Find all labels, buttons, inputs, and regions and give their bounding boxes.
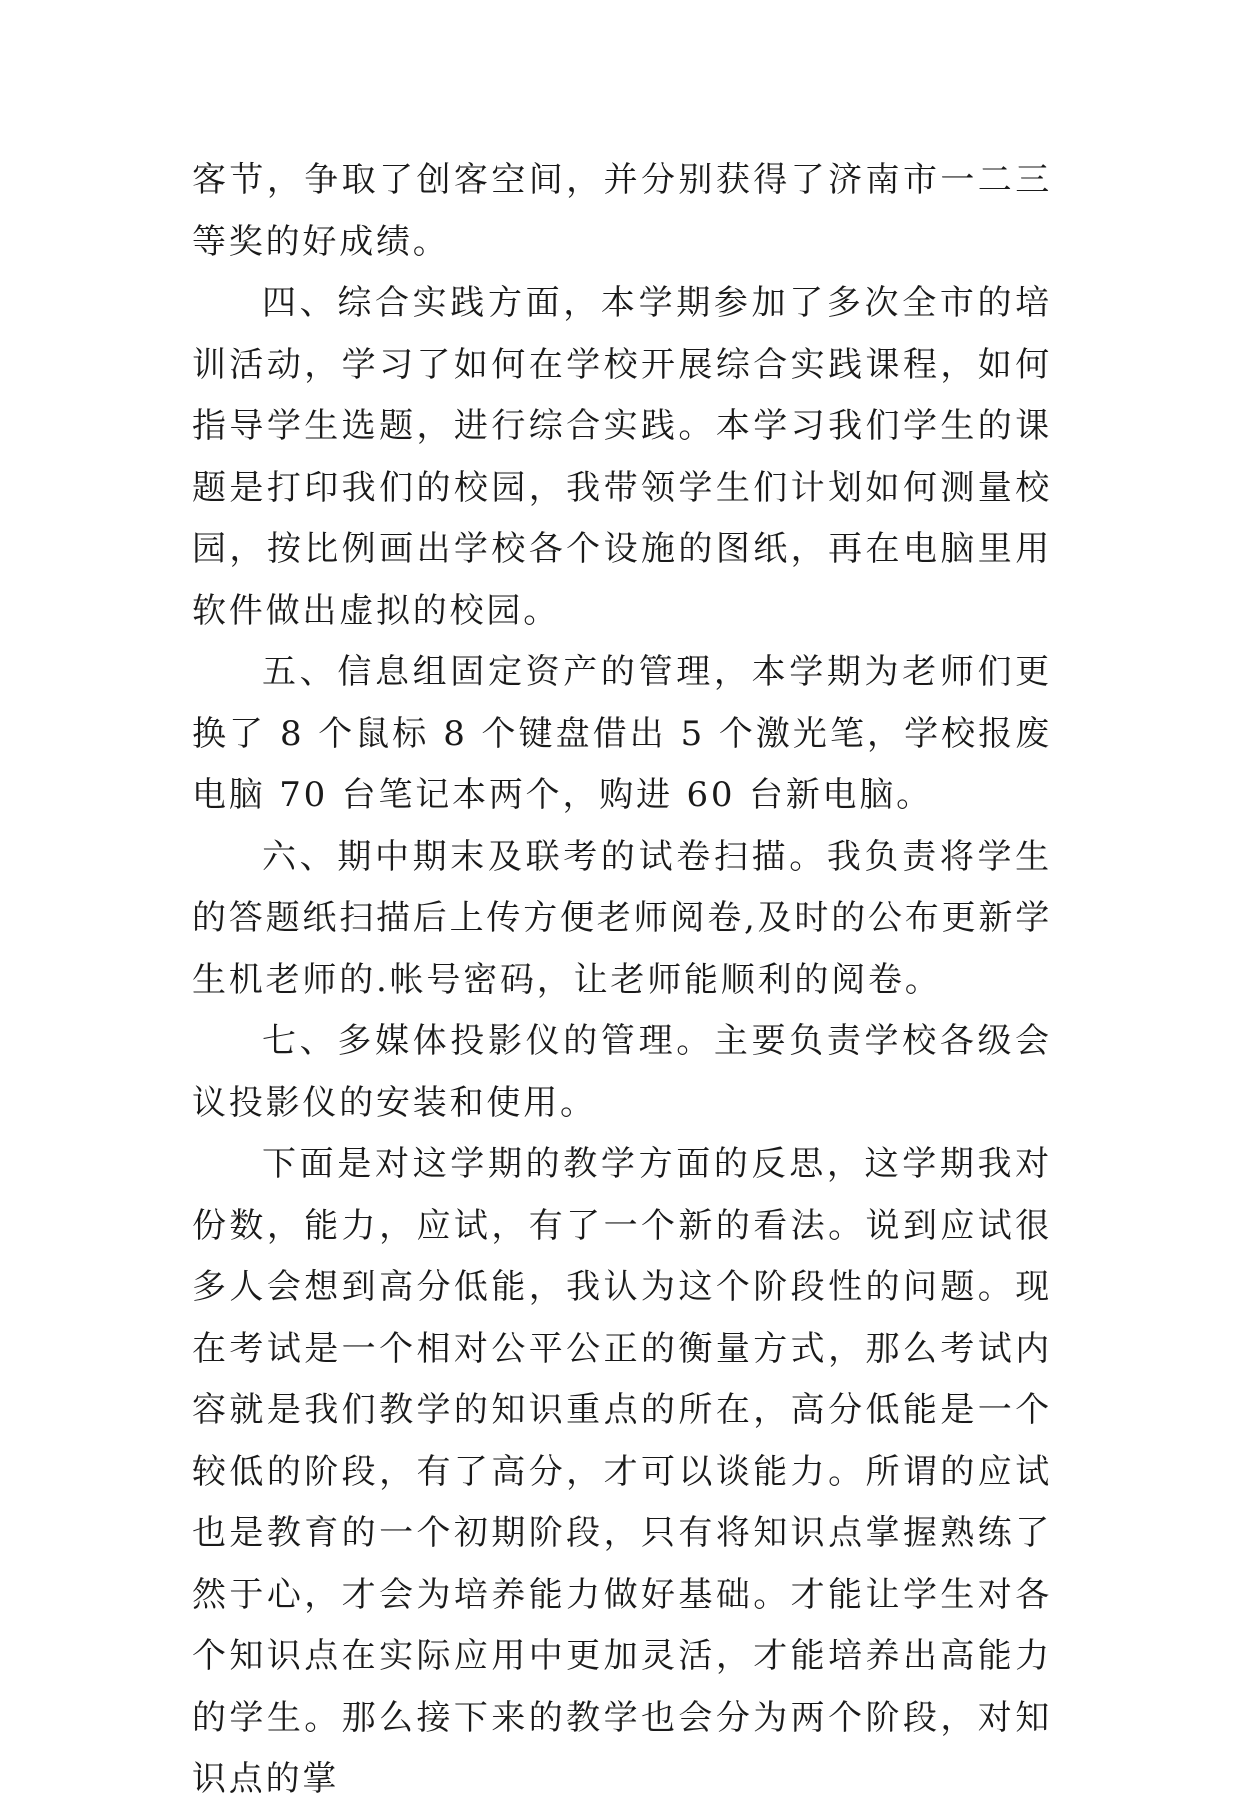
paragraph-continuation: 客节，争取了创客空间，并分别获得了济南市一二三等奖的好成绩。 bbox=[192, 160, 1052, 262]
paragraph-section-5: 五、信息组固定资产的管理，本学期为老师们更换了 8 个鼠标 8 个键盘借出 5 个激光笔，学校报废电脑 70 台笔记本两个，购进 60 台新电脑。 bbox=[192, 652, 1052, 815]
paragraph-section-7: 七、多媒体投影仪的管理。主要负责学校各级会议投影仪的安装和使用。 bbox=[192, 1021, 1052, 1123]
paragraph-section-4: 四、综合实践方面，本学期参加了多次全市的培训活动，学习了如何在学校开展综合实践课程，如何指导学生选题，进行综合实践。本学习我们学生的课题是打印我们的校园，我带领学生们计划如何测量校园，按比例画出学校各个设施的图纸，再在电脑里用软件做出虚拟的校园。 bbox=[192, 283, 1052, 631]
document-page bbox=[192, 150, 1052, 1811]
paragraph-section-6: 六、期中期末及联考的试卷扫描。我负责将学生的答题纸扫描后上传方便老师阅卷,及时的公布更新学生机老师的.帐号密码，让老师能顺利的阅卷。 bbox=[192, 836, 1053, 1000]
paragraph-reflection: 下面是对这学期的教学方面的反思，这学期我对份数，能力，应试，有了一个新的看法。说到应试很多人会想到高分低能，我认为这个阶段性的问题。现在考试是一个相对公平公正的衡量方式，那么考试内容就是我们教学的知识重点的所在，高分低能是一个较低的阶段，有了高分，才可以谈能力。所谓的应试也是教育的一个初期阶段，只有将知识点掌握熟练了然于心，才会为培养能力做好基础。才能让学生对各个知识点在实际应用中更加灵活，才能培养出高能力的学生。那么接下来的教学也会分为两个阶段，对知识点的掌 bbox=[192, 1144, 1052, 1799]
